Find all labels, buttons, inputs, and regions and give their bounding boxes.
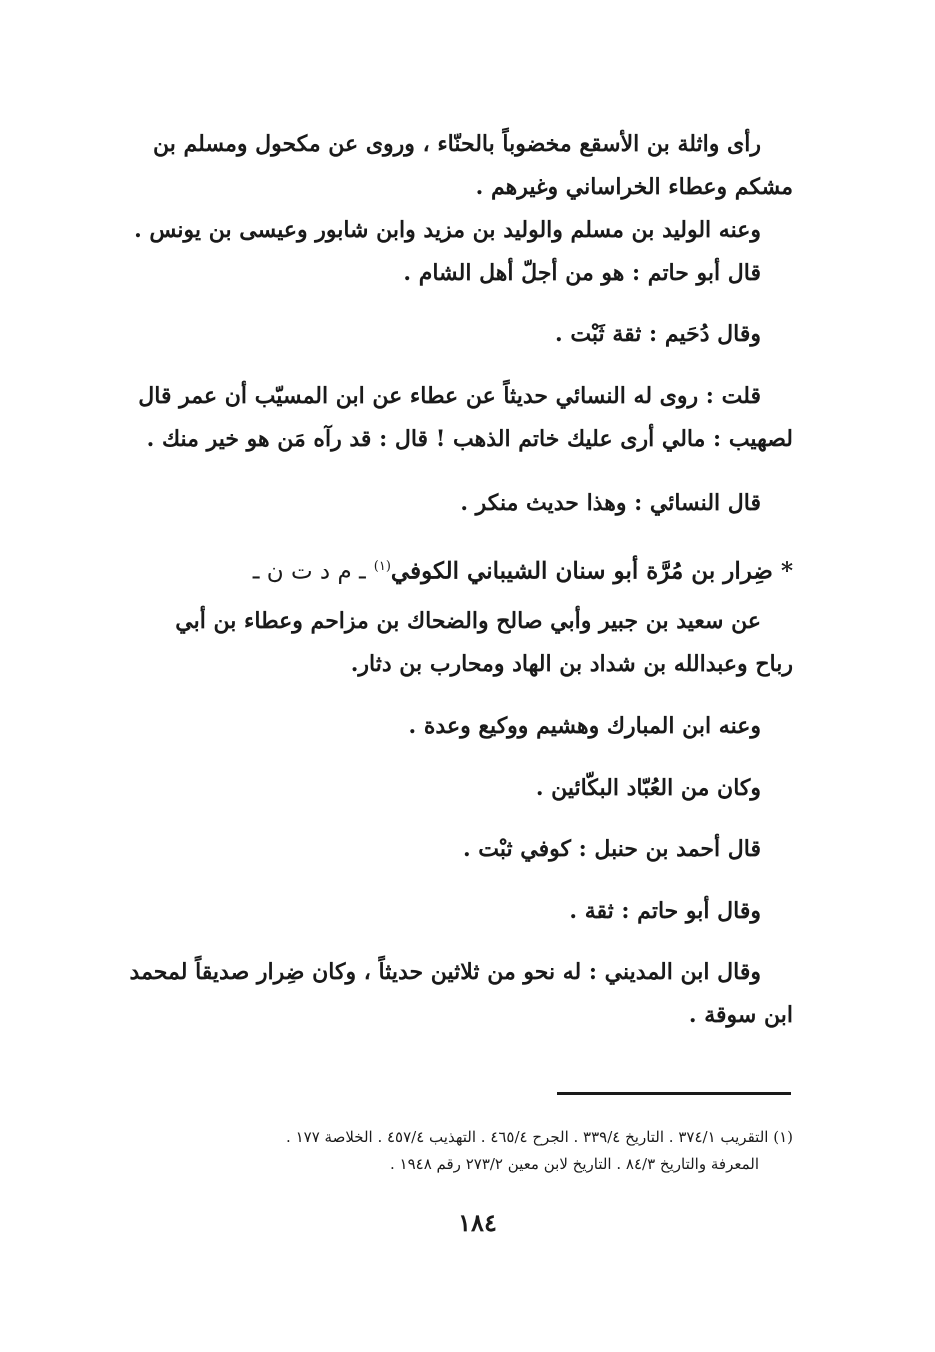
footnotes bbox=[113, 1124, 793, 1178]
paragraph-12-line-1: وقال ابن المديني : له نحو من ثلاثين حديثاً ، وكان ضِرار صديقاً لمحمد bbox=[129, 959, 761, 985]
main-text-8 bbox=[113, 828, 793, 871]
paragraph-9-line-1: وكان من العُبّاد البكّائين . bbox=[535, 775, 761, 801]
paragraph-7-line-1: عن سعيد بن جبير وأبي صالح والضحاك بن مزاحم وعطاء بن أبي bbox=[175, 608, 761, 634]
main-text-7 bbox=[113, 767, 793, 810]
main-text-5 bbox=[113, 600, 793, 686]
entry-heading bbox=[113, 545, 793, 594]
paragraph-5-line-1: قلت : روى له النسائي حديثاً عن عطاء عن ابن المسيّب أن عمر قال bbox=[138, 383, 761, 409]
paragraph-1-line-2: مشكم وعطاء الخراساني وغيرهم . bbox=[475, 174, 793, 200]
paragraph-7-line-2: رباح وعبدالله بن شداد بن الهاد ومحارب بن دثار. bbox=[350, 651, 793, 677]
page-number: ١٨٤ bbox=[458, 1208, 497, 1237]
heading-star: * bbox=[780, 557, 793, 585]
paragraph-1-line-1: رأى واثلة بن الأسقع مخضوباً بالحنّاء ، وروى عن مكحول ومسلم بن bbox=[153, 131, 761, 157]
footnote-1-text: التقريب ٣٧٤/١ . التاريخ ٣٣٩/٤ . الجرح ٤٦٥/٤ . التهذيب ٤٥٧/٤ . الخلاصة ١٧٧ . bbox=[286, 1128, 769, 1146]
paragraph-8-line-1: وعنه ابن المبارك وهشيم ووكيع وعدة . bbox=[408, 713, 761, 739]
paragraph-12-line-2: ابن سوقة . bbox=[688, 1002, 793, 1028]
paragraph-2 bbox=[113, 209, 793, 252]
main-text-2 bbox=[113, 313, 793, 356]
main-text-9 bbox=[113, 890, 793, 933]
paragraph-11-line-1: وقال أبو حاتم : ثقة . bbox=[569, 898, 761, 924]
paragraph-10-line-1: قال أحمد بن حنبل : كوفي ثبْت . bbox=[462, 836, 761, 862]
heading-codes: ـ م د ت ن ـ bbox=[252, 558, 366, 585]
main-text-4 bbox=[113, 482, 793, 525]
footnote-1-marker: (١) bbox=[773, 1128, 793, 1146]
footnote-1-line-1 bbox=[113, 1124, 793, 1151]
paragraph-3-line-1: قال أبو حاتم : هو من أجلّ أهل الشام . bbox=[403, 260, 761, 286]
main-text-3 bbox=[113, 375, 793, 461]
main-text bbox=[113, 123, 793, 295]
footnote-1-line-2: المعرفة والتاريخ ٨٤/٣ . التاريخ لابن معين ٢٧٣/٢ رقم ١٩٤٨ . bbox=[389, 1155, 759, 1173]
footnote-divider bbox=[557, 1092, 791, 1095]
paragraph-3 bbox=[113, 252, 793, 295]
paragraph-5-line-2: لصهيب : مالي أرى عليك خاتم الذهب ! قال : قد رآه مَن هو خير منك . bbox=[146, 426, 793, 452]
paragraph-6-line-1: قال النسائي : وهذا حديث منكر . bbox=[460, 490, 761, 516]
paragraph-1 bbox=[113, 123, 793, 209]
paragraph-4-line-1: وقال دُحَيم : ثقة ثَبْت . bbox=[555, 321, 761, 347]
main-text-6 bbox=[113, 705, 793, 748]
heading-name: ضِرار بن مُرَّة أبو سنان الشيباني الكوفي bbox=[390, 557, 773, 585]
footnote-ref: (١) bbox=[373, 559, 391, 574]
main-text-10 bbox=[113, 951, 793, 1037]
paragraph-2-line-1: وعنه الوليد بن مسلم والوليد بن مزيد وابن شابور وعيسى بن يونس . bbox=[134, 217, 761, 243]
